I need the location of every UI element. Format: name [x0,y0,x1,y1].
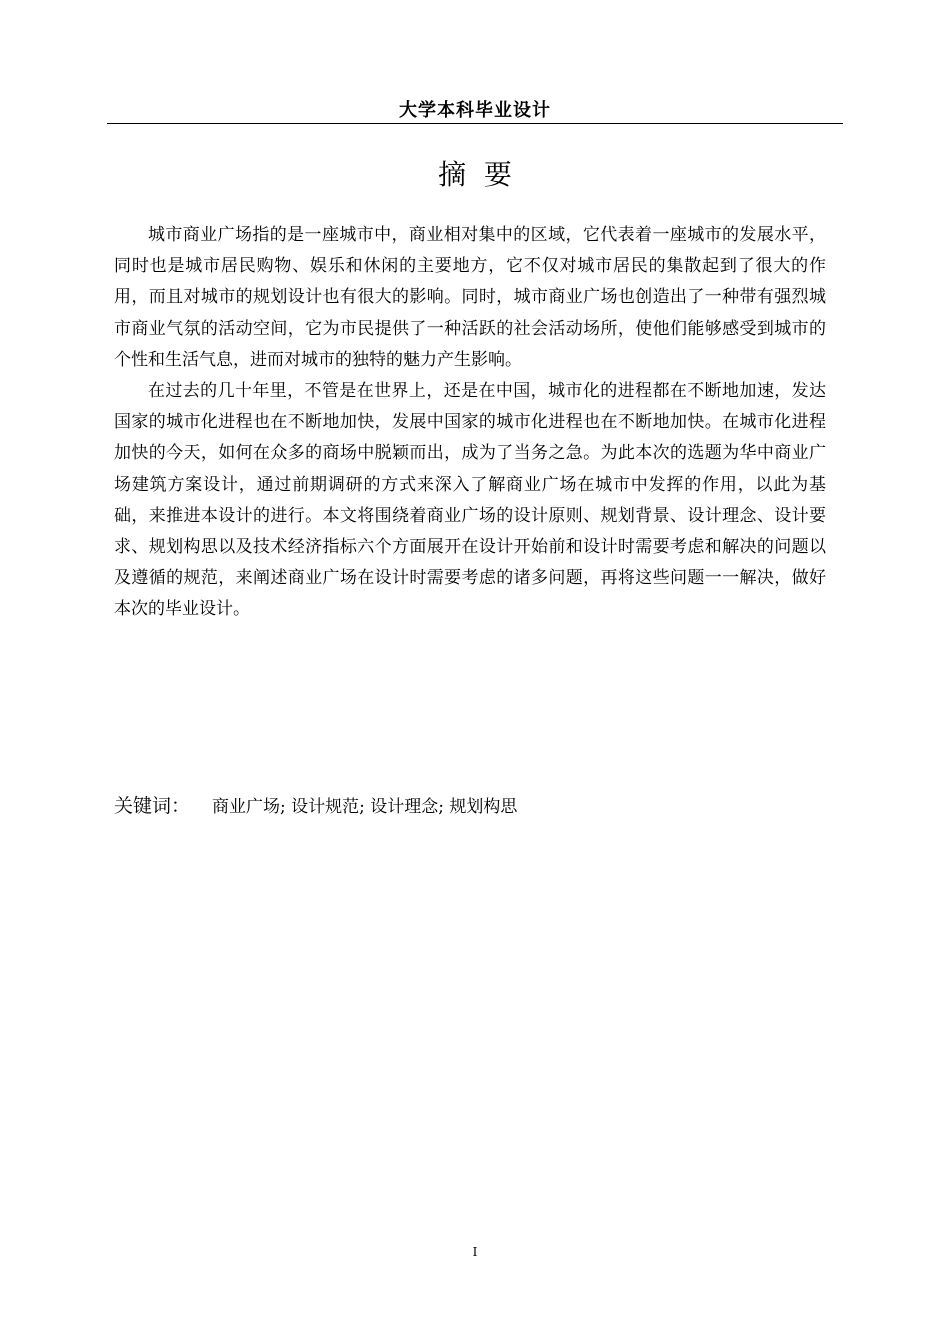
header-rule [107,123,843,124]
keywords-value: 商业广场; 设计规范; 设计理念; 规划构思 [212,797,518,817]
running-header-title: 大学本科毕业设计 [399,100,551,121]
abstract-body [114,220,826,626]
abstract-paragraph-1: 城市商业广场指的是一座城市中，商业相对集中的区域，它代表着一座城市的发展水平，同时也是城市居民购物、娱乐和休闲的主要地方，它不仅对城市居民的集散起到了很大的作用，而且对城市的规划设计也有很大的影响。同时，城市商业广场也创造出了一种带有强烈城市商业气氛的活动空间，它为市民提供了一种活跃的社会活动场所，使他们能够感受到城市的个性和生活气息，进而对城市的独特的魅力产生影响。 [114,225,826,370]
page-number: I [472,1245,478,1259]
abstract-paragraph-2: 在过去的几十年里，不管是在世界上，还是在中国，城市化的进程都在不断地加速，发达国家的城市化进程也在不断地加快，发展中国家的城市化进程也在不断地加快。在城市化进程加快的今天，如何在众多的商场中脱颖而出，成为了当务之急。为此本次的选题为华中商业广场建筑方案设计，通过前期调研的方式来深入了解商业广场在城市中发挥的作用，以此为基础，来推进本设计的进行。本文将围绕着商业广场的设计原则、规划背景、设计理念、设计要求、规划构思以及技术经济指标六个方面展开在设计开始前和设计时需要考虑和解决的问题以及遵循的规范，来阐述商业广场在设计时需要考虑的诸多问题，再将这些问题一一解决，做好本次的毕业设计。 [114,381,826,620]
abstract-title: 摘 要 [438,158,512,191]
keywords-label: 关键词： [114,795,191,817]
keywords-line [114,792,826,821]
